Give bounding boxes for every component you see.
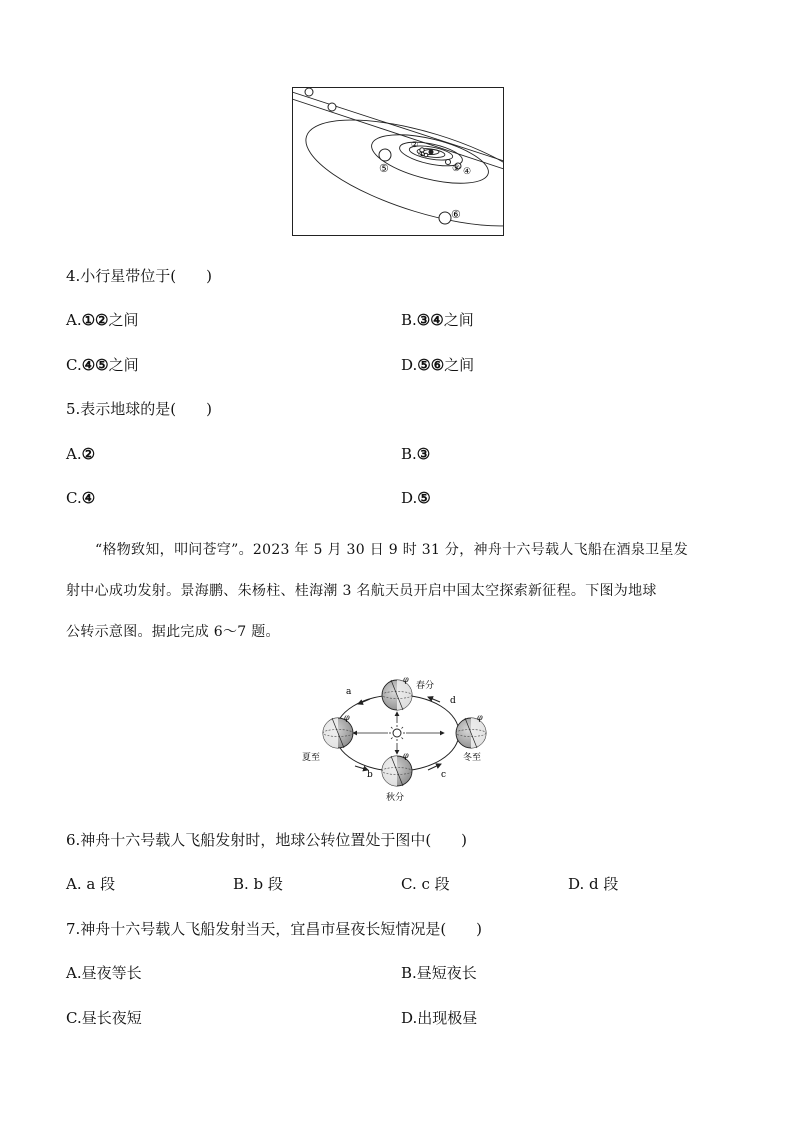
planet-6 [439,212,451,224]
earth-revolution-figure [300,670,500,805]
pole-spring: φ [403,675,409,684]
label-1: ① [418,150,426,159]
q7-stem: 7.神舟十六号载人飞船发射当天，宜昌市昼夜长短情况是( ) [66,920,483,938]
q4-option-a-suffix: 之间 [108,311,139,329]
q4-option-a-marks: ①② [81,311,109,329]
pole-winter: φ [477,713,483,722]
q4-option-b-prefix: B. [401,311,417,329]
passage-line-1: “格物致知，叩问苍穹”。2023 年 5 月 30 日 9 时 31 分，神舟十六号载人飞船在酒泉卫星发 [95,542,689,558]
q4-option-c-prefix: C. [66,356,82,374]
label-2: ② [411,140,419,149]
label-6: ⑥ [451,208,461,221]
q4-option-d-suffix: 之间 [444,356,475,374]
q4-option-b-marks: ③④ [416,311,444,329]
label-seg-b: b [367,770,373,780]
q5-option-a-prefix: A. [66,445,82,463]
q4-option-a-prefix: A. [66,311,82,329]
q7-option-a[interactable]: A.昼夜等长 [66,964,142,982]
q7-option-c[interactable]: C.昼长夜短 [66,1009,142,1027]
q6-option-b[interactable]: B. b 段 [233,875,283,893]
q5-option-b[interactable] [401,444,430,464]
earth-summer [323,718,353,748]
label-seg-c: c [441,770,447,780]
q6-option-a[interactable]: A. a 段 [66,875,116,893]
label-summer: 夏至 [302,753,321,763]
earth-spring [382,680,412,710]
sun [429,150,434,155]
q5-option-b-prefix: B. [401,445,417,463]
q4-option-d-marks: ⑤⑥ [417,356,445,374]
q5-option-b-marks: ③ [416,445,431,463]
q4-option-d-prefix: D. [401,356,418,374]
q4-stem: 4.小行星带位于( ) [66,267,213,285]
label-winter: 冬至 [463,753,482,763]
q5-option-d-marks: ⑤ [417,489,431,507]
planet-5 [379,149,391,161]
q5-option-a[interactable] [66,444,95,464]
q5-option-a-marks: ② [81,445,96,463]
pole-summer: φ [344,713,350,722]
orbit-arrow-d [428,697,440,702]
q6-option-d[interactable]: D. d 段 [568,875,619,893]
q4-option-c[interactable] [66,355,139,375]
q4-option-c-suffix: 之间 [108,356,139,374]
label-spring: 春分 [416,681,435,691]
orbit-arrow-a [358,699,370,704]
q6-option-c[interactable]: C. c 段 [401,875,450,893]
earth-winter [456,718,486,748]
pole-autumn: φ [403,751,409,760]
q4-option-d[interactable] [401,355,474,375]
q7-option-b[interactable]: B.昼短夜长 [401,964,477,982]
q4-option-c-marks: ④⑤ [81,356,109,374]
label-autumn: 秋分 [386,793,405,803]
passage-line-3: 公转示意图。据此完成 6～7 题。 [66,624,280,640]
q4-option-b-suffix: 之间 [443,311,474,329]
label-4: ④ [463,167,472,177]
label-3: ③ [452,164,461,174]
q7-option-d[interactable]: D.出现极昼 [401,1009,478,1027]
q5-option-d[interactable] [401,488,431,508]
q5-option-c-prefix: C. [66,489,82,507]
q4-option-b[interactable] [401,310,474,330]
q5-option-c[interactable] [66,488,95,508]
outer-planet-b [328,103,336,111]
q4-option-a[interactable] [66,310,139,330]
sun-icon [389,725,405,741]
label-seg-d: d [450,696,456,706]
label-5: ⑤ [379,162,389,175]
solar-system-figure [292,87,504,237]
passage-line-2: 射中心成功发射。景海鹏、朱杨柱、桂海潮 3 名航天员开启中国太空探索新征程。下图为地球 [66,583,657,599]
q5-option-c-marks: ④ [81,489,96,507]
q5-stem: 5.表示地球的是( ) [66,400,213,418]
q5-option-d-prefix: D. [401,489,418,507]
q6-stem: 6.神舟十六号载人飞船发射时，地球公转位置处于图中( ) [66,831,468,849]
label-seg-a: a [346,687,352,697]
planet-3 [446,160,451,165]
earth-autumn [382,756,412,786]
outer-planet-a [305,88,313,96]
